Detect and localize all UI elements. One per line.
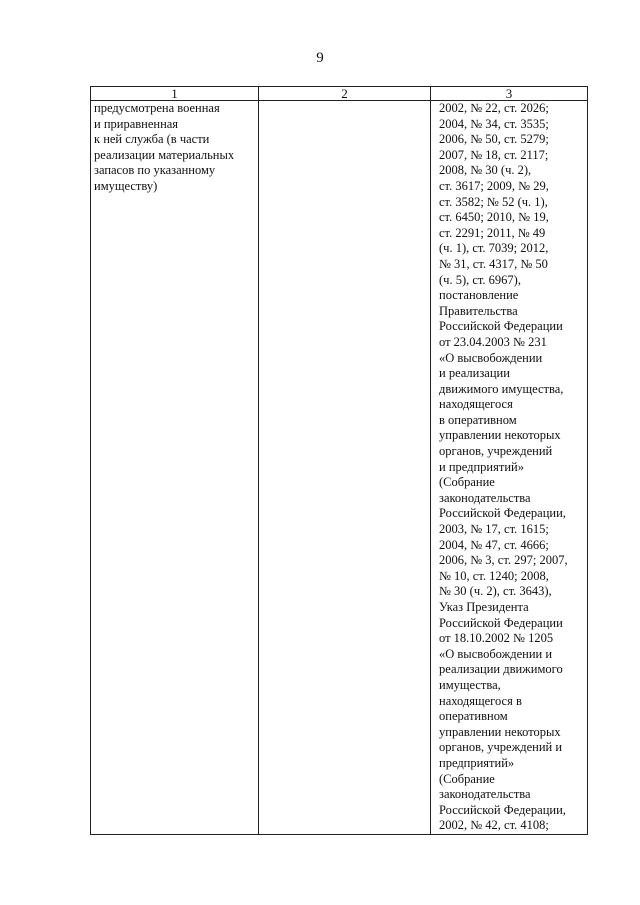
- legal-reference-line: движимого имущества,: [439, 381, 564, 396]
- subject-text-line: к ней служба (в части: [94, 132, 210, 147]
- legal-reference-line: от 18.10.2002 № 1205: [439, 631, 554, 646]
- legal-reference-line: реализации движимого: [439, 662, 563, 677]
- legal-reference-line: 2002, № 42, ст. 4108;: [439, 818, 549, 833]
- legal-reference-line: ст. 3582; № 52 (ч. 1),: [439, 194, 548, 209]
- legal-reference-line: 2004, № 47, ст. 4666;: [439, 537, 549, 552]
- legal-reference-line: (ч. 5), ст. 6967),: [439, 272, 521, 287]
- legal-reference-line: Указ Президента: [439, 600, 529, 614]
- legal-reference-line: Российской Федерации: [439, 319, 563, 334]
- legal-reference-line: и реализации: [439, 366, 510, 381]
- legal-reference-line: ст. 3617; 2009, № 29,: [439, 178, 549, 193]
- legal-reference-line: находящегося: [439, 397, 513, 412]
- cell-legal-basis: [431, 101, 588, 835]
- subject-text-line: запасов по указанному: [94, 163, 216, 178]
- subject-text-line: и приравненная: [94, 116, 179, 131]
- legal-reference-line: 2003, № 17, ст. 1615;: [439, 522, 549, 537]
- legal-reference-line: (ч. 1), ст. 7039; 2012,: [439, 241, 549, 256]
- legal-reference-line: ст. 6450; 2010, № 19,: [439, 210, 549, 225]
- cell-empty: [259, 101, 431, 835]
- legal-reference-line: органов, учреждений и: [439, 740, 563, 755]
- legal-reference-line: 2006, № 3, ст. 297; 2007,: [439, 553, 568, 568]
- column-header-2: 2: [259, 87, 431, 101]
- legal-reference-line: № 31, ст. 4317, № 50: [439, 256, 548, 271]
- subject-text-line: реализации материальных: [94, 147, 235, 162]
- table-row: [91, 101, 588, 835]
- legal-reference-line: Правительства: [439, 303, 518, 318]
- cell-subject: [91, 101, 259, 835]
- subject-text-line: имуществу): [94, 178, 158, 193]
- legal-reference-line: имущества,: [439, 677, 501, 692]
- legal-reference-line: постановление: [439, 288, 519, 303]
- legal-reference-line: в оперативном: [439, 412, 517, 427]
- legal-reference-line: и предприятий»: [439, 459, 524, 474]
- document-table: [90, 86, 588, 835]
- legal-reference-line: предприятий»: [439, 755, 515, 770]
- legal-reference-line: находящегося в: [439, 693, 522, 708]
- legal-reference-line: 2008, № 30 (ч. 2),: [439, 163, 532, 178]
- legal-reference-line: 2007, № 18, ст. 2117;: [439, 147, 549, 162]
- legal-reference-line: «О высвобождении и: [439, 646, 553, 661]
- legal-reference-line: управлении некоторых: [439, 724, 561, 739]
- legal-reference-line: 2006, № 50, ст. 5279;: [439, 132, 549, 147]
- legal-reference-line: «О высвобождении: [439, 350, 543, 365]
- page-number: 9: [316, 50, 324, 66]
- legal-reference-line: Российской Федерации,: [439, 506, 566, 521]
- legal-reference-line: управлении некоторых: [439, 428, 561, 443]
- legal-reference-line: 2002, № 22, ст. 2026;: [439, 101, 549, 115]
- legal-reference-line: законодательства: [439, 490, 531, 505]
- legal-reference-line: 2004, № 34, ст. 3535;: [439, 116, 549, 131]
- table-header-row: [91, 87, 588, 101]
- legal-reference-line: от 23.04.2003 № 231: [439, 334, 547, 349]
- legal-reference-line: Российской Федерации: [439, 615, 563, 630]
- column-header-1: 1: [91, 87, 259, 101]
- legal-reference-line: органов, учреждений: [439, 444, 553, 459]
- legal-reference-line: № 10, ст. 1240; 2008,: [439, 568, 549, 583]
- legal-reference-line: № 30 (ч. 2), ст. 3643),: [439, 584, 552, 599]
- subject-text-line: предусмотрена военная: [94, 101, 220, 115]
- legal-reference-line: Российской Федерации,: [439, 802, 566, 817]
- legal-reference-line: законодательства: [439, 787, 531, 802]
- legal-reference-line: оперативном: [439, 709, 508, 724]
- legal-reference-line: ст. 2291; 2011, № 49: [439, 225, 546, 240]
- column-header-3: 3: [431, 87, 588, 101]
- legal-reference-line: (Собрание: [439, 475, 495, 490]
- legal-reference-line: (Собрание: [439, 771, 495, 786]
